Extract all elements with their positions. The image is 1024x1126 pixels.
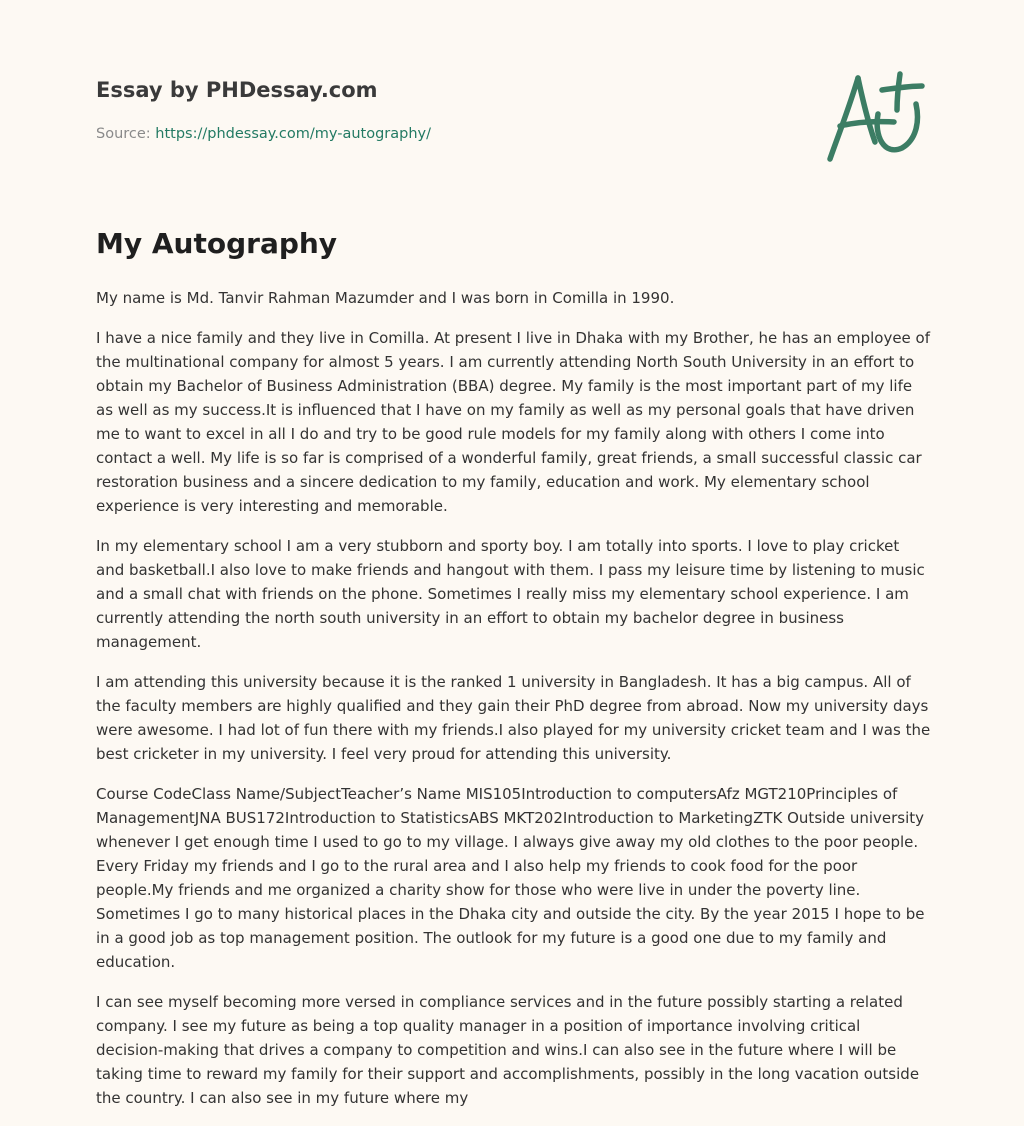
essay-paragraph: I am attending this university because it is the ranked 1 university in Bangladesh. It has a big campus. All of the faculty members are highly qualified and they gain their PhD degree from abroad. Now my university days were awesome. I had lot of fun there with my friends.I also played for my university cricket team and I was the best cricketer in my university. I feel very proud for attending this university. (96, 673, 931, 763)
essay-paragraph: I have a nice family and they live in Comilla. At present I live in Dhaka with my Brother, he has an employee of the multinational company for almost 5 years. I am currently attending North South University in an effort to obtain my Bachelor of Business Administration (BBA) degree. My family is the most important part of my life as well as my success.It is influenced that I have on my family as well as my personal goals that have driven me to want to excel in all I do and try to be good rule models for my family along with others I come into contact a well. My life is so far is comprised of a wonderful family, great friends, a small successful classic car restoration business and a sincere dedication to my family, education and work. My elementary school experience is very interesting and memorable. (96, 329, 931, 515)
source-link[interactable]: https://phdessay.com/my-autography/ (155, 126, 431, 142)
site-title: Essay by PHDessay.com (96, 78, 378, 102)
essay-paragraph: In my elementary school I am a very stubborn and sporty boy. I am totally into sports. I love to play cricket and basketball.I also love to make friends and hangout with them. I pass my leisure time by listening to music and a small chat with friends on the phone. Sometimes I really miss my elementary school experience. I am currently attending the north south university in an effort to obtain my bachelor degree in business management. (96, 537, 925, 651)
essay-paragraph: I can see myself becoming more versed in compliance services and in the future possibly starting a related company. I see my future as being a top quality manager in a position of importance involving critical decision-making that drives a company to competition and wins.I can also see in the future where I will be taking time to reward my family for their support and accomplishments, possibly in the long vacation outside the country. I can also see in my future where my (96, 993, 920, 1107)
essay-content (96, 224, 932, 1126)
essay-paragraph: My name is Md. Tanvir Rahman Mazumder and I was born in Comilla in 1990. (96, 289, 675, 307)
source-line (96, 124, 836, 144)
source-label: Source: (96, 126, 151, 142)
essay-title: My Autography (96, 227, 338, 260)
a-plus-grade-icon (818, 66, 934, 170)
essay-paragraph: Course CodeClass Name/SubjectTeacher’s Name MIS105Introduction to computersAfz MGT210Principles of ManagementJNA BUS172Introduction to StatisticsABS MKT202Introduction to MarketingZTK Outside university whenever I get enough time I used to go to my village. I always give away my old clothes to the poor people. Every Friday my friends and I go to the rural area and I also help my friends to cook food for the poor people.My friends and me organized a charity show for those who were live in under the poverty line. Sometimes I go to many historical places in the Dhaka city and outside the city. By the year 2015 I hope to be in a good job as top management position. The outlook for my future is a good one due to my family and education. (96, 785, 925, 971)
page-header (96, 74, 836, 144)
